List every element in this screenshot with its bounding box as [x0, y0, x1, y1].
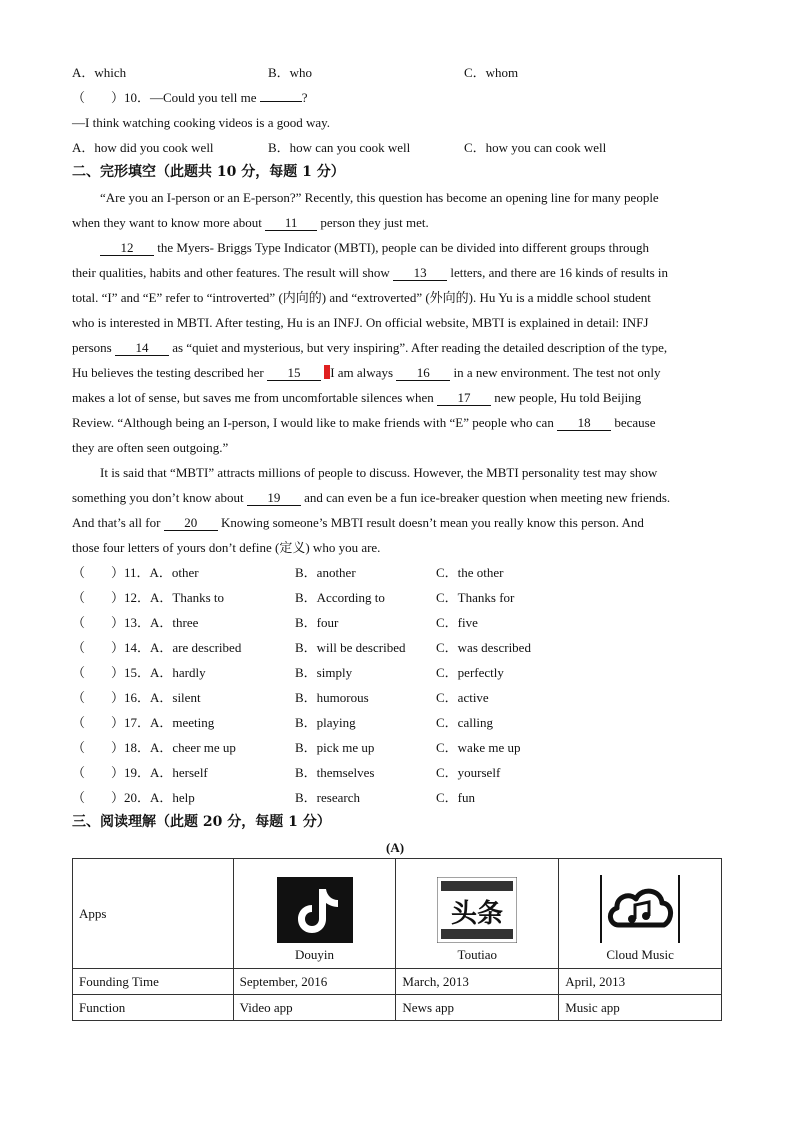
option-row-14-a: （ ）14．A．are described [72, 640, 242, 655]
q10-option-b: B．how can you cook well [268, 140, 411, 155]
passage-text: something you don’t know about [72, 490, 247, 505]
passage-line-13 [72, 490, 670, 506]
option-row-16-b: B．humorous [295, 690, 369, 705]
passage-line-8 [72, 365, 661, 381]
passage-text: new people, Hu told Beijing [490, 390, 642, 405]
q9-option-c: C．whom [464, 65, 519, 80]
option-row-12-c: C．Thanks for [436, 590, 515, 605]
row-label-function: Function [73, 995, 234, 1021]
blank-13: 13 [393, 266, 447, 281]
option-row-14-c: C．was described [436, 640, 531, 655]
table-row-founding [73, 969, 722, 995]
passage-line-7 [72, 340, 667, 356]
q10-reply: —I think watching cooking videos is a good way. [72, 115, 331, 130]
passage-line-3 [100, 240, 649, 256]
q10-blank [260, 101, 302, 102]
passage-text: And that’s all for [72, 515, 164, 530]
blank-11: 11 [265, 216, 317, 231]
option-row-17-c: C．calling [436, 715, 494, 730]
q10-stem [72, 90, 308, 106]
app-name-toutiao: Toutiao [457, 946, 498, 962]
option-row-15-c: C．perfectly [436, 665, 504, 680]
passage-line-1: “Are you an I-person or an E-person?” Recently, this question has become an opening line for many people [100, 190, 659, 205]
passage-text: because [611, 415, 656, 430]
blank-15: 15 [267, 366, 321, 381]
section3-title: 三、阅读理解（此题 20 分，每题 1 分） [72, 814, 331, 830]
option-row-13-c: C．five [436, 615, 478, 630]
passage-text: in a new environment. The test not only [450, 365, 661, 380]
option-row-13-a: （ ）13．A．three [72, 615, 199, 630]
passage-text: and can even be a fun ice-breaker question when meeting new friends. [300, 490, 671, 505]
blank-19: 19 [247, 491, 301, 506]
passage-line-10 [72, 415, 655, 431]
passage-line-5: total. “I” and “E” refer to “introverted” (内向的) and “extroverted” (外向的). Hu Yu is a middle school student [72, 290, 651, 305]
passage-line-11: they are often seen outgoing.” [72, 440, 229, 455]
function-douyin: Video app [233, 995, 396, 1021]
passage-text: letters, and there are 16 kinds of results in [447, 265, 669, 280]
app-cell-douyin [233, 859, 396, 969]
row-label-apps: Apps [73, 859, 234, 969]
tiktok-note-icon [277, 877, 353, 943]
option-row-11-a: （ ）11．A．other [72, 565, 199, 580]
option-row-20-a: （ ）20．A．help [72, 790, 195, 805]
table-caption: (A) [386, 840, 405, 855]
q10-option-a: A．how did you cook well [72, 140, 214, 155]
option-row-20-b: B．research [295, 790, 360, 805]
passage-text: as “quiet and mysterious, but very inspiring”. After reading the detailed description of the type, [168, 340, 668, 355]
passage-line-2 [72, 215, 429, 231]
row-label-founding: Founding Time [73, 969, 234, 995]
option-row-17-a: （ ）17．A．meeting [72, 715, 215, 730]
blank-18: 18 [557, 416, 611, 431]
passage-text: Hu believes the testing described her [72, 365, 267, 380]
blank-17: 17 [437, 391, 491, 406]
apps-table [72, 858, 722, 1021]
option-row-13-b: B．four [295, 615, 339, 630]
q10-prefix: （ ）10．—Could you tell me [72, 90, 260, 105]
toutiao-logo-text: 头条 [451, 898, 504, 929]
passage-line-15: those four letters of yours don’t define (定义) who you are. [72, 540, 381, 555]
option-row-16-c: C．active [436, 690, 489, 705]
blank-14: 14 [115, 341, 169, 356]
app-cell-toutiao [396, 859, 559, 969]
passage-text: when they want to know more about [72, 215, 266, 230]
table-row-apps [73, 859, 722, 969]
option-row-12-b: B．According to [295, 590, 385, 605]
passage-line-12: It is said that “MBTI” attracts millions of people to discuss. However, the MBTI personality test may show [100, 465, 658, 480]
option-row-11-b: B．another [295, 565, 356, 580]
app-cell-cloud-music [559, 859, 722, 969]
option-row-19-a: （ ）19．A．herself [72, 765, 208, 780]
option-row-19-b: B．themselves [295, 765, 375, 780]
passage-line-9 [72, 390, 641, 406]
option-row-14-b: B．will be described [295, 640, 406, 655]
q10-option-c: C．how you can cook well [464, 140, 607, 155]
passage-line-6: who is interested in MBTI. After testing, Hu is an INFJ. On official website, MBTI is explained in detail: INFJ [72, 315, 649, 330]
option-row-12-a: （ ）12．A．Thanks to [72, 590, 225, 605]
option-row-17-b: B．playing [295, 715, 356, 730]
passage-text: Knowing someone’s MBTI result doesn’t mean you really know this person. And [217, 515, 644, 530]
app-name-cloud-music: Cloud Music [606, 946, 674, 962]
founding-toutiao: March, 2013 [396, 969, 559, 995]
option-row-18-c: C．wake me up [436, 740, 521, 755]
option-row-15-a: （ ）15．A．hardly [72, 665, 206, 680]
passage-text: the Myers- Briggs Type Indicator (MBTI), people can be divided into different groups through [154, 240, 650, 255]
blank-20: 20 [164, 516, 218, 531]
founding-cloud-music: April, 2013 [559, 969, 722, 995]
blank-16: 16 [396, 366, 450, 381]
option-row-18-b: B．pick me up [295, 740, 375, 755]
passage-text: Review. “Although being an I-person, I would like to make friends with “E” people who can [72, 415, 558, 430]
founding-douyin: September, 2016 [233, 969, 396, 995]
option-row-15-b: B．simply [295, 665, 353, 680]
passage-text: makes a lot of sense, but saves me from uncomfortable silences when [72, 390, 437, 405]
section2-title: 二、完形填空（此题共 10 分，每题 1 分） [72, 164, 345, 180]
option-row-19-c: C．yourself [436, 765, 501, 780]
option-row-11-c: C．the other [436, 565, 504, 580]
cloud-music-icon [599, 875, 681, 943]
option-row-16-a: （ ）16．A．silent [72, 690, 201, 705]
function-toutiao: News app [396, 995, 559, 1021]
passage-text: persons [72, 340, 115, 355]
passage-text: their qualities, habits and other features. The result will show [72, 265, 394, 280]
passage-line-4 [72, 265, 668, 281]
blank-12: 12 [100, 241, 154, 256]
q9-option-a: A．which [72, 65, 127, 80]
toutiao-logo [437, 877, 517, 943]
option-row-18-a: （ ）18．A．cheer me up [72, 740, 236, 755]
q10-suffix: ? [301, 90, 308, 105]
table-row-function [73, 995, 722, 1021]
passage-text: person they just met. [317, 215, 429, 230]
passage-text: I am always [330, 365, 397, 380]
function-cloud-music: Music app [559, 995, 722, 1021]
option-row-20-c: C．fun [436, 790, 476, 805]
q9-option-b: B．who [268, 65, 313, 80]
app-name-douyin: Douyin [295, 946, 335, 962]
passage-line-14 [72, 515, 644, 531]
